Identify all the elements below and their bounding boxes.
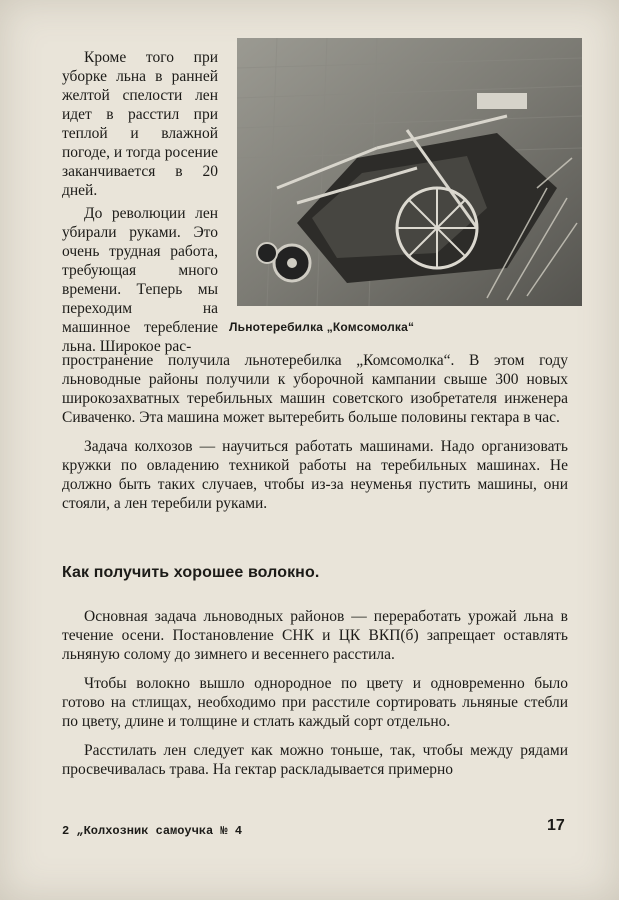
footer-signature: 2 „Колхозник самоучка № 4 [62, 824, 243, 838]
figure-caption: Льнотеребилка „Комсомолка“ [229, 320, 415, 334]
continued-text: пространение получила льнотеребилка „Комсомолка“. В этом году льноводные районы получили к уборочной кампании свыше 300 новых широкозахватных теребильных машин советского изобретателя инженера Сиваченко. Эта машина может вытеребить больше половины гектара в час. [62, 352, 568, 426]
page-number: 17 [547, 817, 565, 834]
flax-puller-photo [237, 38, 582, 306]
continued-paragraph [62, 351, 568, 523]
paragraph-ripeness: Кроме того при уборке льна в ранней желтой спелости лен идет в расстил при теплой и влажной погоде, и тогда росение заканчивается в 20 дней. [62, 49, 218, 199]
wrapped-text-column [62, 48, 218, 356]
paragraph-revolution: До революции лен убирали руками. Это очень трудная работа, требующая много времени. Теперь мы переходим на машинное теребление льна. Широкое рас- [62, 205, 218, 355]
paragraph-spreading: Расстилать лен следует как можно тоньше, так, чтобы между рядами просвечивалась трава. На гектар раскладывается примерно [62, 742, 568, 778]
section-heading: Как получить хорошее волокно. [62, 564, 320, 581]
paragraph-sorting: Чтобы волокно вышло однородное по цвету и одновременно было готово на стлищах, необходимо при расстиле сортировать льняные стебли по цвету, длине и толщине и стлать каждый сорт отдельно. [62, 675, 568, 730]
flax-puller-illustration [237, 38, 582, 306]
paragraph-main-task: Основная задача льноводных районов — переработать урожай льна в течение осени. Постановление СНК и ЦК ВКП(б) запрещает оставлять льняную солому до зимнего и весеннего расстила. [62, 608, 568, 663]
paragraph-tasks: Задача колхозов — научиться работать машинами. Надо организовать кружки по овладению техникой работы на теребильных машинах. Не должно быть таких случаев, чтобы из-за неуменья пустить машины, они стояли, а лен теребили руками. [62, 438, 568, 512]
section-body [62, 607, 568, 789]
